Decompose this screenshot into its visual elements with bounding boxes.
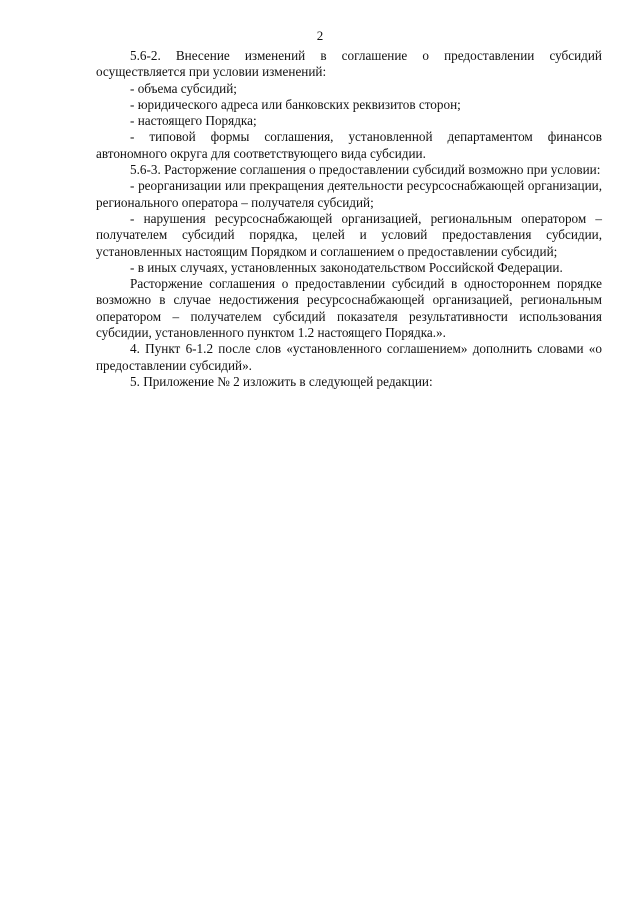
list-item-subsidy-volume: - объема субсидий; [130, 80, 237, 96]
page-number: 2 [316, 28, 324, 43]
paragraph-5-6-3: 5.6-3. Расторжение соглашения о предоставлении субсидий возможно при условии: [130, 162, 601, 178]
list-item-reorganization: - реорганизации или прекращения деятельности ресурсоснабжающей организации, регионального оператора – получателя субсидий; [96, 178, 602, 210]
paragraph-item-4: 4. Пункт 6-1.2 после слов «установленного соглашением» дополнить словами «о предоставлении субсидий». [96, 341, 602, 373]
list-item-other-cases: - в иных случаях, установленных законодательством Российской Федерации. [130, 259, 563, 275]
list-item-violation: - нарушения ресурсоснабжающей организацией, региональным оператором – получателем субсидий порядка, целей и условий предоставления субсидии, установленных настоящим Порядком и соглашением о предоставлении субсидий; [96, 210, 602, 259]
document-body [96, 48, 602, 390]
list-item-legal-address: - юридического адреса или банковских реквизитов сторон; [130, 96, 461, 112]
paragraph-unilateral-termination: Расторжение соглашения о предоставлении субсидий в одностороннем порядке возможно в случае недостижения ресурсоснабжающей организацией, региональным оператором – получателем субсидий показателя результативности использования субсидии, установленного пунктом 1.2 настоящего Порядка.». [96, 276, 602, 341]
paragraph-5-6-2: 5.6-2. Внесение изменений в соглашение о предоставлении субсидий осуществляется при условии изменений: [96, 48, 602, 80]
list-item-this-procedure: - настоящего Порядка; [130, 113, 257, 129]
list-item-standard-form: - типовой формы соглашения, установленной департаментом финансов автономного округа для соответствующего вида субсидии. [96, 129, 602, 161]
paragraph-item-5: 5. Приложение № 2 изложить в следующей редакции: [130, 373, 433, 389]
